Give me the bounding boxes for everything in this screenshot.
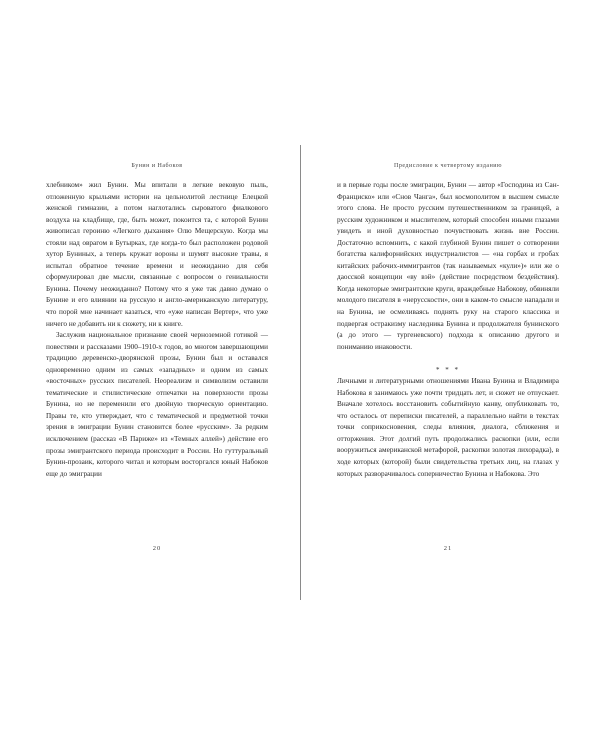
left-page-body (46, 180, 268, 480)
paragraph: Личными и литературными отношениями Ивана Бунина и Владимира Набокова я занимаюсь уже почти тридцать лет, и сюжет не отпускает. Вначале хотелось восстановить событийную канву, опубликовать то, что осталось от переписки писателей, а параллельно найти в текстах точки соприкосновения, следы влияния, диалога, сближения и отторжения. Этот долгий путь продолжались раскопки (или, если вооружиться американской метафорой, раскопки золотая лихорадка), в ходе которых (которой) были свидетельства третьих лиц, на глазах у которых разворачивалось соперничество Бунина и Набокова. Это (337, 377, 559, 478)
paragraph: и в первые годы после эмиграции, Бунин — автор «Господина из Сан-Франциско» или «Снов Чанга», был космополитом в высшем смысле этого слова. Не просто русским путешественником за границей, а русским художником и мыслителем, который способен иными глазами увидеть и иной духовностью почувствовать жизнь вне России. Достаточно вспомнить, с какой глубиной Бунин пишет о сотворении богатства калифорнийских индустриалистов — «на горбах и гробах китайских рабочих-иммигрантов (так называемых «кули»)» или же о даосской концепции «ву вэй» (действие посредством бездействия). Когда некоторые эмигрантские круги, враждебные Набокову, обвиняли молодого писателя в «нерусскости», они в каком-то смысле нападали и на Бунина, не осмеливаясь поднять руку на старого классика и подвергая остракизму наследника Бунина и продолжателя бунинского (а до этого — тургеневского) подхода к описанию другого и пониманию инаковости. (337, 181, 559, 351)
running-head-left: Бунин и Набоков (131, 163, 183, 169)
paragraph: хлебником» жил Бунин. Мы впитали в легкие вековую пыль, отложенную крыльями истории на цельнолитой лестнице Елецкой женской гимназии, а потом наглотались сыроватого фиалкового воздуха на кладбище, где, быть может, покоится та, с которой Бунин живописал героиню «Легкого дыхания» Олю Мещерскую. Когда мы стояли над оврагом в Бутырках, где когда-то был расположен родовой хутор Буниных, а теперь кружат вороны и шумят высокие травы, я испытал обратное течение времени и неожиданно для себя сформулировал две мысли, связанные с вопросом о гениальности Бунина. Почему неожиданно? Потому что я уже так давно думаю о Бунине и его влиянии на русскую и англо-американскую литературу, что порой мне начинает казаться, что «уже написан Вертер», что уже ничего не добавить ни к сюжету, ни к книге. (46, 181, 268, 328)
right-page (337, 163, 559, 552)
gutter-divider (300, 145, 301, 600)
running-head-right: Предисловие к четвертому изданию (394, 163, 502, 169)
page-number-left: 20 (152, 545, 162, 552)
paragraph: Заслужив национальное признание своей черноземной готикой — повестями и рассказами 1900–1910-х годов, во многом завершающими традицию деревенско-дворянской прозы, Бунин был и оставался одновременно одним из самых «западных» и одним из самых «восточных» русских писателей. Неореализм и символизм оставили тематические и стилистические отпечатки на поверхности прозы Бунина, но не переменили его двойную творческую ориентацию. Правы те, кто утверждает, что с тематической и предметной точки зрения в эмиграции Бунин становится более «русским». За редким исключением (рассказ «В Париже» из «Темных аллей») действие его прозы эмигрантского периода происходит в России. Но гуттуральный Бунин-прозаик, которого читал и которым восторгался юный Набоков еще до эмиграции (46, 331, 268, 478)
section-separator: * * * (436, 366, 460, 375)
page-number-right: 21 (443, 545, 453, 552)
left-page (46, 163, 268, 552)
right-page-body (337, 180, 559, 480)
